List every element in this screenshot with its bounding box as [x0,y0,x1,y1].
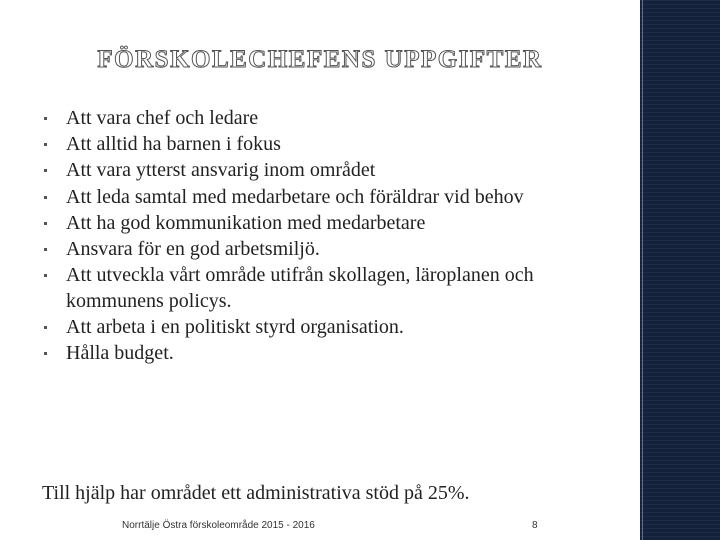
bullet-text: Att vara ytterst ansvarig inom området [66,159,376,182]
bullet-text: Ansvara för en god arbetsmiljö. [66,237,320,260]
bullet-square-icon [44,222,47,225]
decorative-side-band [640,0,720,540]
bullet-text: Att arbeta i en politiskt styrd organisation. [66,315,404,338]
bullet-item [44,315,604,341]
bullet-text: Att vara chef och ledare [66,107,259,129]
bullet-item [44,106,604,132]
bullet-item [44,185,604,211]
bullet-item [44,263,604,314]
bullet-square-icon [44,196,47,199]
bullet-item [44,237,604,263]
side-band-edge-line [642,0,643,540]
bullet-square-icon [44,352,47,355]
bullet-list [44,106,604,367]
bullet-square-icon [44,117,47,120]
bullet-text: Att alltid ha barnen i fokus [66,133,281,156]
bullet-square-icon [44,326,47,329]
bullet-text: Att ha god kommunikation med medarbetare [66,211,426,234]
slide-title: FÖRSKOLECHEFENS UPPGIFTER [97,46,543,73]
bullet-square-icon [44,143,47,146]
bullet-item [44,132,604,158]
footer-source: Norrtälje Östra förskoleområde 2015 - 2016 [122,520,315,531]
bullet-square-icon [44,169,47,172]
bullet-text: Att leda samtal med medarbetare och föräldrar vid behov [66,185,524,208]
page-number: 8 [532,520,538,531]
bullet-item [44,158,604,184]
bullet-item [44,211,604,237]
bullet-item [44,341,604,367]
bullet-text: Att utveckla vårt område utifrån skollagen, läroplanen och kommunens policys. [66,264,534,312]
bullet-square-icon [44,274,47,277]
bullet-text: Hålla budget. [66,342,174,365]
bullet-square-icon [44,248,47,251]
footnote: Till hjälp har området ett administrativa stöd på 25%. [42,482,470,504]
